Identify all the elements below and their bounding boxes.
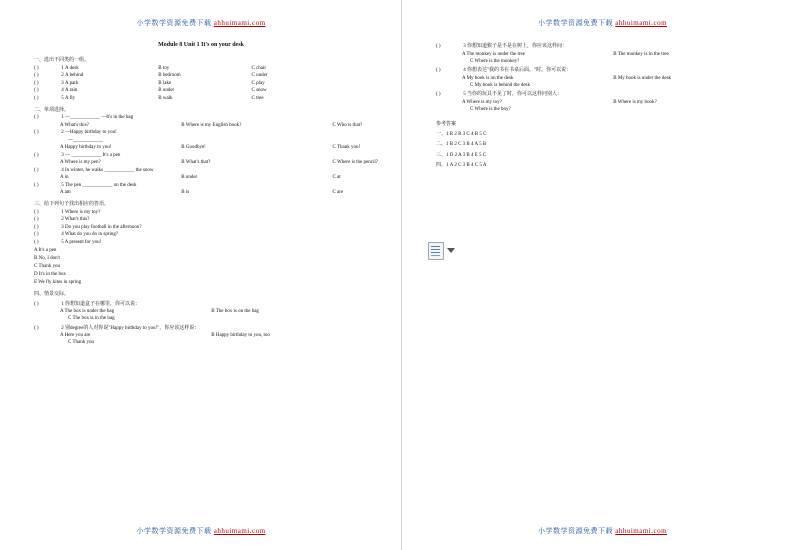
answer-key-line: 四、1 A 2 C 3 B 4 C 5 A (436, 163, 487, 169)
option-b[interactable]: B Where is my book? (613, 99, 657, 105)
option-b[interactable]: B under (158, 88, 175, 93)
answer-blank[interactable]: ( ) (34, 167, 39, 173)
answer-blank[interactable]: ( ) (34, 115, 39, 120)
question-number: 2 (61, 130, 64, 135)
question-number: 4 (463, 68, 466, 73)
option-row (436, 52, 769, 57)
option-row (34, 145, 368, 150)
option-c[interactable]: C Where is the monkey? (470, 58, 520, 64)
question-number: 3 (463, 44, 466, 49)
answer-blank[interactable]: ( ) (34, 95, 39, 101)
watermark-text-cn: 小学数学资源免费下载 (537, 19, 613, 27)
option-b[interactable]: B is (181, 190, 190, 195)
option-a[interactable]: A My book is on the desk (462, 75, 514, 81)
option-a[interactable]: A The box is under the bag (60, 309, 115, 315)
question-number: 3 (61, 224, 64, 230)
answer-key-line: 一、1 B 2 B 3 C 4 B 5 C (436, 131, 487, 137)
answer-blank[interactable]: ( ) (34, 232, 39, 237)
option-a[interactable]: A behind (65, 73, 84, 78)
watermark-site: ahhuimami.com (615, 19, 668, 27)
question-row (34, 96, 368, 101)
match-question-row (34, 232, 368, 237)
option-a[interactable]: A fly (65, 95, 76, 101)
match-question-row (34, 217, 368, 222)
watermark-site: ahhuimami.com (615, 527, 668, 535)
option-c[interactable]: C chair (251, 65, 267, 71)
answer-blank[interactable]: ( ) (34, 325, 39, 331)
question-number: 4 (61, 232, 64, 237)
option-c[interactable]: C Thank you! (332, 145, 361, 150)
answer-blank[interactable]: ( ) (436, 44, 441, 49)
match-question-row (34, 225, 368, 230)
option-row (34, 316, 368, 321)
question-number: 4 (61, 88, 64, 93)
question-number: 3 (61, 152, 64, 158)
answer-key-line: 二、1 B 2 C 3 B 4 A 5 B (436, 142, 487, 148)
question-number: 5 (463, 92, 466, 97)
question-stem: 别degree的人对你说"Happy birthday to you!"，你应该这样说： (65, 325, 200, 331)
question-row (436, 66, 769, 73)
option-c[interactable]: C snow (251, 88, 267, 93)
option-b[interactable]: B My book is under the desk (613, 75, 672, 81)
option-b[interactable]: B The monkey is in the tree (613, 51, 669, 57)
question-row (34, 300, 368, 307)
option-a[interactable]: A in (60, 175, 69, 180)
question-number: 2 (61, 325, 64, 331)
question-number: 1 (61, 301, 64, 307)
question-stem: 你想知道猴子是不是在树上，你应该这样问： (467, 44, 568, 49)
option-row (34, 160, 378, 165)
question-row (436, 42, 769, 49)
match-answer-item: D It's in the box (34, 272, 67, 278)
page-right (402, 0, 803, 550)
option-c[interactable]: C Who is that? (332, 122, 363, 128)
answer-blank[interactable]: ( ) (436, 68, 441, 73)
section-heading-3: 三、给下列句子找出相应的答语。 (34, 202, 110, 207)
watermark-text-cn: 小学数学资源免费下载 (136, 527, 212, 535)
answer-blank[interactable]: ( ) (34, 130, 39, 135)
option-a[interactable]: A Happy birthday to you! (60, 145, 112, 150)
option-c[interactable]: C play (251, 80, 265, 86)
option-b[interactable]: B lake (158, 80, 172, 86)
option-b[interactable]: B What's that? (181, 160, 211, 165)
answer-blank[interactable]: ( ) (34, 301, 39, 307)
question-row (34, 183, 368, 188)
question-stem: —____________ —It's in the bag (65, 115, 134, 120)
question-number: 2 (61, 217, 64, 222)
option-b[interactable]: B toy (158, 65, 170, 71)
answer-blank[interactable]: ( ) (34, 152, 39, 158)
question-stem: 当你的玩具不见了时，你可以这样问别人： (467, 92, 563, 97)
option-row (34, 333, 368, 338)
option-b[interactable]: B under (181, 175, 198, 180)
answer-blank[interactable]: ( ) (34, 88, 39, 93)
question-row (34, 324, 368, 331)
answer-blank[interactable]: ( ) (34, 224, 39, 230)
question-number: 1 (61, 209, 64, 215)
option-c[interactable]: C under (251, 73, 268, 78)
answer-blank[interactable]: ( ) (436, 92, 441, 97)
option-row (34, 175, 368, 180)
answer-key-heading: 参考答案 (436, 121, 457, 127)
option-row (34, 190, 368, 195)
option-c[interactable]: C Where is the boy? (470, 106, 511, 112)
watermark-top-right (436, 18, 769, 28)
question-text: A present for you! (64, 239, 102, 245)
option-b[interactable]: B bedroom (158, 73, 181, 78)
answer-blank[interactable]: ( ) (34, 239, 39, 245)
option-a[interactable]: A am (60, 190, 71, 195)
section-heading-1: 一、选出不同类的一组。 (34, 58, 90, 63)
option-row (436, 59, 769, 64)
question-text: Do you play football in the afternoon? (65, 224, 142, 230)
question-stem: 你想知道盒子在哪里，你可以说： (65, 301, 141, 307)
option-a[interactable]: A park (65, 80, 79, 86)
option-a[interactable]: A rain (65, 88, 78, 93)
answer-blank[interactable]: ( ) (34, 80, 39, 86)
watermark-text-cn: 小学数学资源免费下载 (136, 19, 212, 27)
question-row (34, 130, 368, 135)
question-stem: 你想表达"我的书在书桌后面。"时，你可以说： (467, 68, 572, 73)
question-row (34, 88, 368, 93)
section-heading-4: 四、情景交际。 (34, 292, 70, 298)
question-stem: —Happy birthday to you! (65, 130, 117, 135)
watermark-bottom-right (402, 526, 803, 536)
chevron-down-icon[interactable] (447, 248, 455, 253)
question-row (34, 153, 368, 158)
question-row (436, 90, 769, 97)
watermark-site: ahhuimami.com (213, 19, 266, 27)
answer-key-block (436, 120, 769, 169)
question-number: 1 (61, 65, 64, 71)
pdf-thumbnail-icon[interactable] (428, 242, 444, 260)
answer-key-line: 三、1 D 2 A 3 B 4 E 5 C (436, 152, 487, 158)
page-title: Module 8 Unit 1 It's on your desk (158, 42, 244, 48)
question-row (34, 66, 368, 71)
question-text: What's this? (64, 217, 90, 222)
question-number: 2 (61, 73, 64, 78)
option-c[interactable]: C Where is the pencil? (332, 160, 378, 165)
match-answer-item: B No, I don't (34, 255, 60, 261)
question-row (34, 73, 368, 78)
option-a[interactable]: A Here you are (60, 333, 91, 339)
watermark-top-left (34, 18, 368, 28)
option-b[interactable]: B walk (158, 95, 173, 101)
option-a[interactable]: A desk (65, 65, 79, 71)
question-stem: — ____________ It's a pen (65, 152, 121, 158)
question-number: 4 (61, 167, 64, 173)
question-number: 5 (61, 239, 64, 245)
option-b[interactable]: B Happy birthday to you, too (211, 333, 270, 339)
option-b[interactable]: B Where is my English book? (181, 122, 242, 128)
answer-blank[interactable]: ( ) (34, 65, 39, 71)
question-row (34, 115, 368, 120)
question-number: 5 (61, 182, 64, 188)
option-a[interactable]: A Where is my toy? (462, 99, 502, 105)
question-number: 1 (61, 115, 64, 120)
answer-blank[interactable]: ( ) (34, 73, 39, 78)
question-number: 3 (61, 80, 64, 86)
option-c[interactable]: C The box is in the bag (68, 316, 115, 322)
question-row (34, 81, 368, 86)
answer-blank[interactable]: ( ) (34, 209, 39, 215)
option-row (436, 83, 769, 88)
option-row (34, 123, 368, 128)
option-row (436, 107, 769, 112)
watermark-text-cn: 小学数学资源免费下载 (537, 527, 613, 535)
match-answer-item: E We fly kites in spring (34, 280, 82, 286)
option-c[interactable]: C tree (251, 95, 264, 101)
option-c[interactable]: C Thank you (68, 340, 95, 346)
watermark-bottom-left (0, 526, 402, 536)
question-text: Where is my toy? (64, 209, 101, 215)
answer-blank[interactable]: ( ) (34, 217, 39, 222)
section-heading-2: 二、单项选择。 (34, 107, 70, 113)
option-row (436, 100, 769, 105)
match-answer-item: C Thank you (34, 264, 61, 270)
question-text: What do you do in spring? (64, 232, 119, 237)
match-question-row (34, 210, 368, 215)
option-row (436, 76, 769, 81)
option-b[interactable]: B The box is on the bag (211, 309, 259, 315)
option-a[interactable]: A What's this? (60, 122, 89, 128)
answer-blank[interactable]: ( ) (34, 182, 39, 188)
question-stem: In winter, he walks ____________ the snow (65, 167, 154, 173)
match-question-row (34, 240, 368, 245)
watermark-site: ahhuimami.com (213, 527, 266, 535)
option-row (34, 340, 368, 345)
option-c[interactable]: C My book is behind the desk (470, 82, 530, 88)
option-a[interactable]: A The monkey is under the tree (462, 51, 525, 57)
option-row (34, 309, 368, 314)
question-stem: The pen ____________ on the desk (64, 182, 137, 188)
option-b[interactable]: B Goodbye! (181, 145, 206, 150)
question-number: 5 (61, 95, 64, 101)
option-c[interactable]: C are (332, 190, 344, 195)
question-stem-second: —____________ (68, 137, 103, 143)
option-c[interactable]: C at (332, 175, 341, 180)
match-answer-item: A It's a pen (34, 247, 57, 253)
question-row (34, 168, 368, 173)
option-a[interactable]: A Where is my pen? (60, 160, 101, 165)
